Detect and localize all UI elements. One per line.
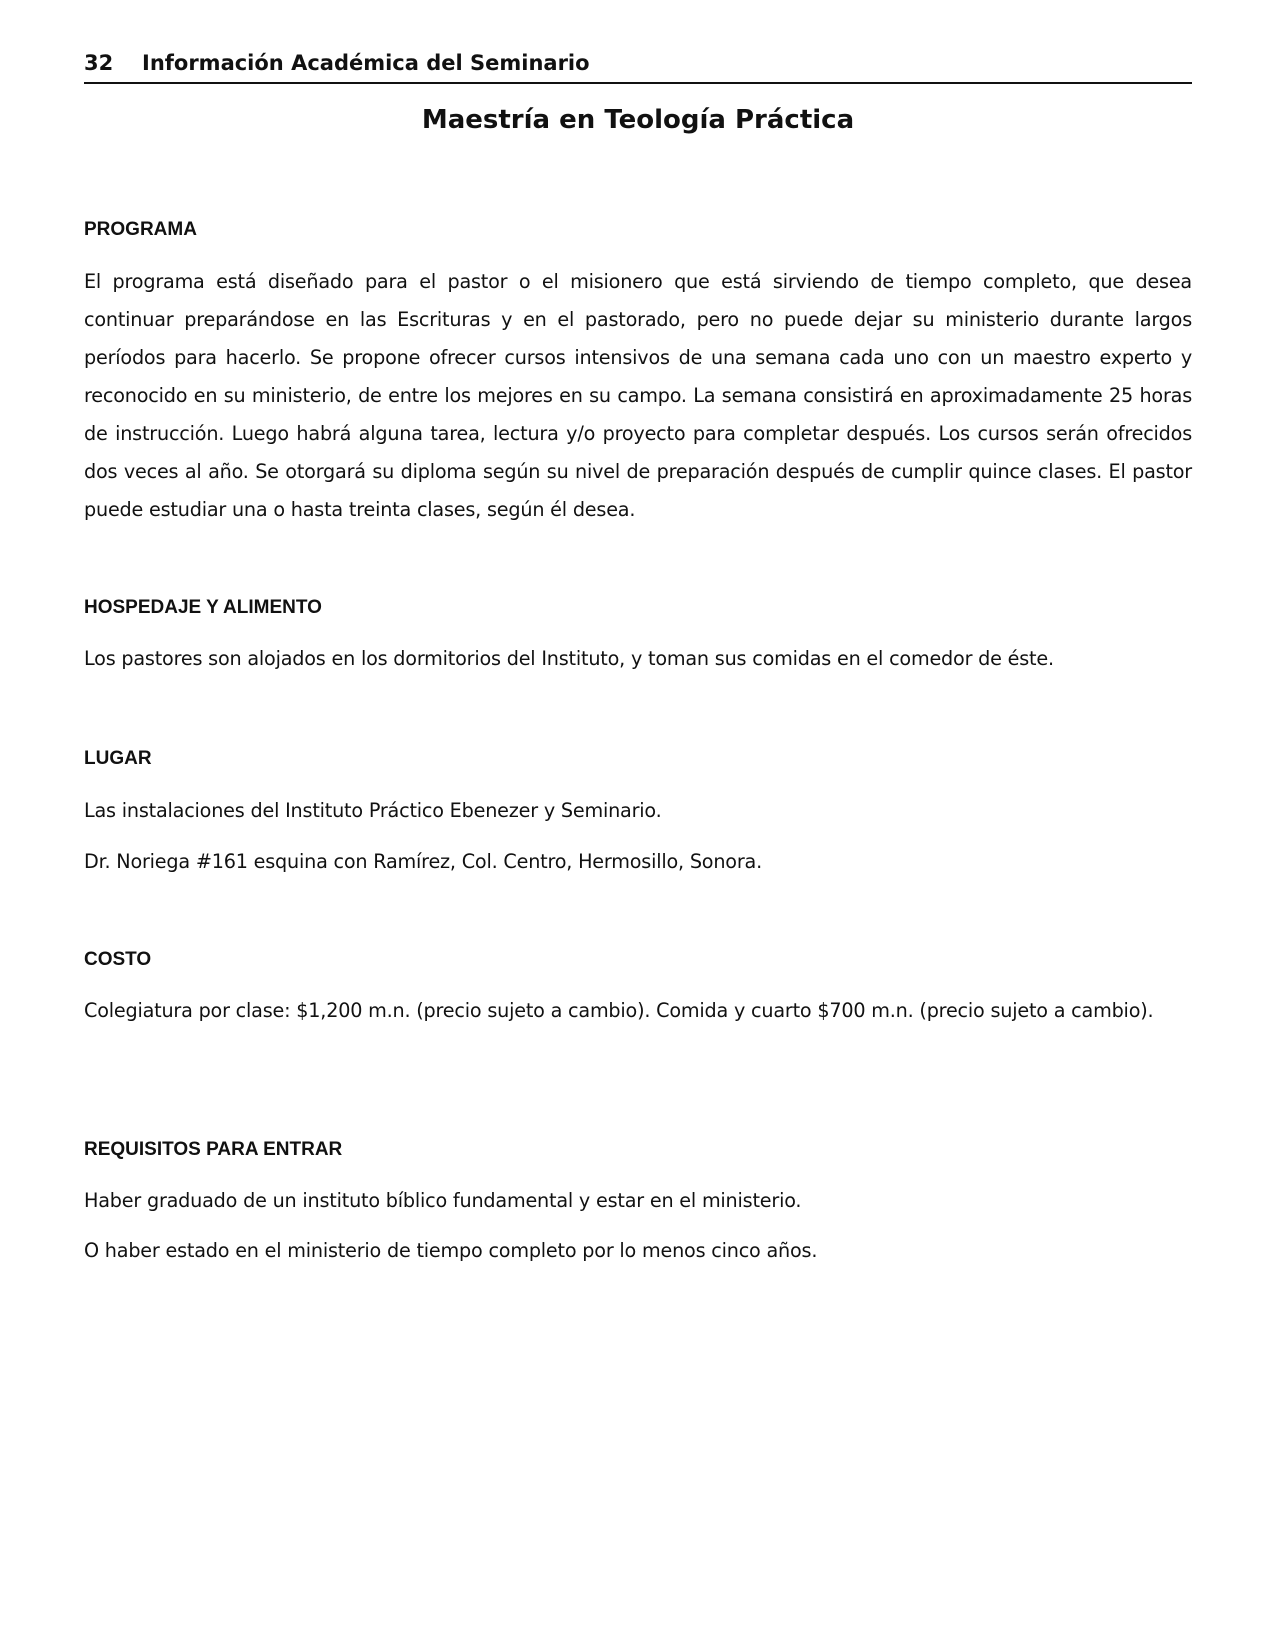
running-title: Información Académica del Seminario bbox=[142, 51, 590, 75]
section-heading-requisitos: REQUISITOS PARA ENTRAR bbox=[84, 1139, 343, 1160]
page-title: Maestría en Teología Práctica bbox=[421, 105, 855, 135]
running-header bbox=[84, 48, 1192, 84]
section-heading-hospedaje: HOSPEDAJE Y ALIMENTO bbox=[84, 597, 322, 618]
paragraph-requisitos-line2: O haber estado en el ministerio de tiempo completo por lo menos cinco años. bbox=[84, 1239, 818, 1262]
paragraph-lugar-line1: Las instalaciones del Instituto Práctico Ebenezer y Seminario. bbox=[84, 799, 662, 822]
paragraph-programa: El programa está diseñado para el pastor o el misionero que está sirviendo de tiempo completo, que desea continuar preparándose en las Escrituras y en el pastorado, pero no puede dejar su ministerio durante largos períodos para hacerlo. Se propone ofrecer cursos intensivos de una semana cada uno con un maestro experto y reconocido en su ministerio, de entre los mejores en su campo. La semana consistirá en aproximadamente 25 horas de instrucción. Luego habrá alguna tarea, lectura y/o proyecto para completar después. Los cursos serán ofrecidos dos veces al año. Se otorgará su diploma según su nivel de preparación después de cumplir quince clases. El pastor puede estudiar una o hasta treinta clases, según él desea. bbox=[84, 270, 1192, 521]
paragraph-lugar-line2: Dr. Noriega #161 esquina con Ramírez, Col. Centro, Hermosillo, Sonora. bbox=[84, 850, 762, 873]
section-heading-programa: PROGRAMA bbox=[84, 219, 197, 240]
page-number: 32 bbox=[84, 51, 114, 75]
section-heading-lugar: LUGAR bbox=[84, 748, 152, 769]
paragraph-requisitos-line1: Haber graduado de un instituto bíblico fundamental y estar en el ministerio. bbox=[84, 1189, 802, 1212]
paragraph-costo: Colegiatura por clase: $1,200 m.n. (precio sujeto a cambio). Comida y cuarto $700 m.n. (precio sujeto a cambio). bbox=[84, 999, 1154, 1022]
paragraph-hospedaje: Los pastores son alojados en los dormitorios del Instituto, y toman sus comidas en el comedor de éste. bbox=[84, 647, 1054, 670]
section-heading-costo: COSTO bbox=[84, 949, 152, 970]
